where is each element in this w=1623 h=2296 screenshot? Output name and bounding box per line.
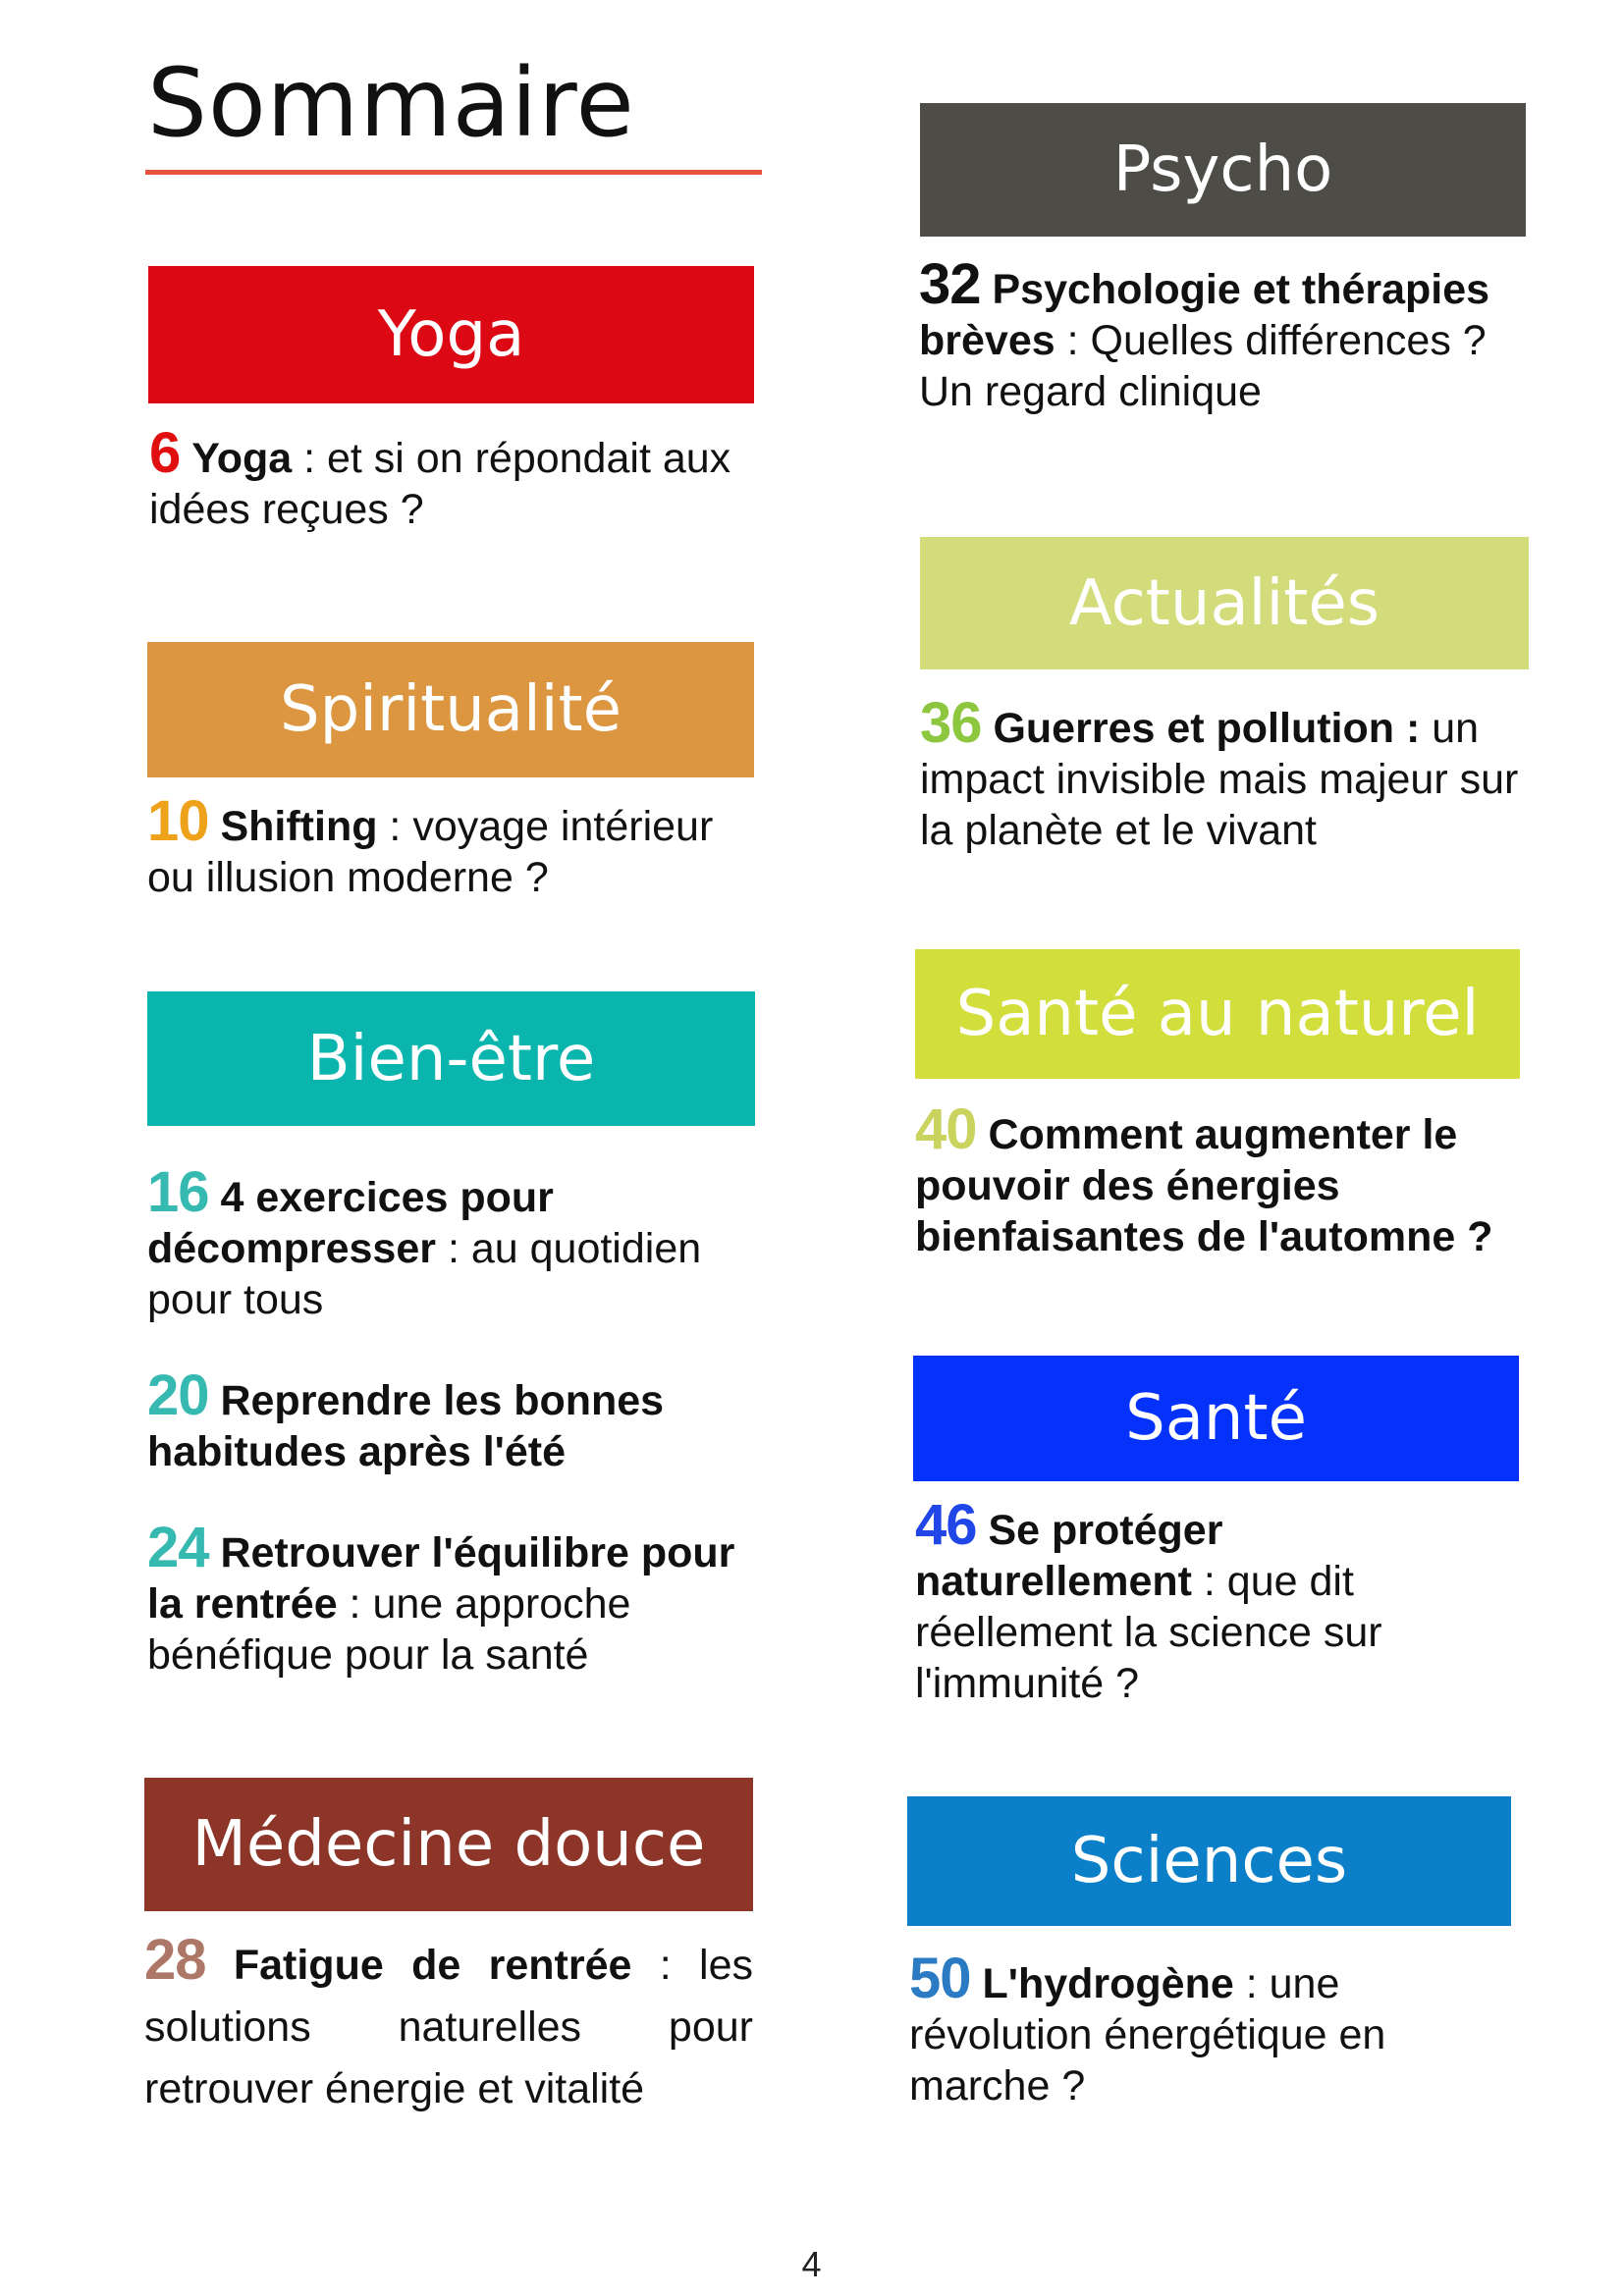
page-number-ref: 20 xyxy=(147,1363,209,1427)
toc-entry-50[interactable] xyxy=(909,1947,1459,2111)
toc-entry-28[interactable] xyxy=(144,1929,753,2120)
section-banner-yoga xyxy=(148,266,754,403)
page-number-ref: 6 xyxy=(149,421,181,485)
section-banner-actualites xyxy=(920,537,1529,669)
section-banner-psycho xyxy=(920,103,1526,237)
entry-subtitle: un impact invisible mais majeur sur la planète et le vivant xyxy=(920,705,1519,854)
toc-entry-10[interactable] xyxy=(147,789,756,903)
page-number-ref: 16 xyxy=(147,1160,209,1224)
entry-title: Se protéger naturellement xyxy=(915,1507,1223,1605)
entry-subtitle: : et si on répondait aux idées reçues ? xyxy=(149,435,731,533)
section-banner-bien-etre xyxy=(147,991,755,1126)
section-label: Psycho xyxy=(1112,133,1333,206)
title-underline xyxy=(145,170,762,175)
section-banner-sciences xyxy=(907,1796,1511,1926)
entry-title: Fatigue de rentrée xyxy=(233,1942,632,1989)
entry-subtitle: : une approche bénéfique pour la santé xyxy=(147,1580,631,1679)
toc-entry-32[interactable] xyxy=(919,252,1527,417)
entry-title: L'hydrogène xyxy=(982,1960,1234,2007)
entry-subtitle: : Quelles différences ? Un regard clinique xyxy=(919,317,1487,415)
toc-entry-20[interactable] xyxy=(147,1363,736,1477)
page-number-ref: 36 xyxy=(920,691,982,755)
section-label: Médecine douce xyxy=(191,1808,706,1881)
toc-entry-36[interactable] xyxy=(920,691,1529,856)
section-label: Spiritualité xyxy=(279,673,622,746)
section-label: Bien-être xyxy=(306,1022,596,1095)
page-number-ref: 10 xyxy=(147,789,209,853)
toc-entry-24[interactable] xyxy=(147,1516,736,1681)
section-banner-medecine-douce xyxy=(144,1778,753,1911)
entry-subtitle: : que dit réellement la science sur l'immunité ? xyxy=(915,1558,1382,1707)
section-label: Santé xyxy=(1125,1382,1307,1455)
entry-title: 4 exercices pour décompresser xyxy=(147,1174,554,1272)
page-number-ref: 24 xyxy=(147,1516,209,1579)
section-label: Santé au naturel xyxy=(955,978,1480,1050)
toc-entry-16[interactable] xyxy=(147,1160,736,1325)
toc-entry-6[interactable] xyxy=(149,421,756,535)
section-banner-spiritualite xyxy=(147,642,754,777)
entry-subtitle: : une révolution énergétique en marche ? xyxy=(909,1960,1386,2109)
entry-title: Psychologie et thérapies brèves xyxy=(919,266,1490,364)
page-number-ref: 50 xyxy=(909,1947,971,2010)
page-number-ref: 32 xyxy=(919,252,981,316)
entry-subtitle: : au quotidien pour tous xyxy=(147,1225,702,1323)
section-label: Yoga xyxy=(377,298,525,371)
toc-entry-46[interactable] xyxy=(915,1493,1465,1709)
page-title: Sommaire xyxy=(147,48,635,158)
page-number: 4 xyxy=(801,2244,822,2284)
section-label: Sciences xyxy=(1070,1825,1348,1897)
section-banner-sante-au-naturel xyxy=(915,949,1520,1079)
page-number-ref: 46 xyxy=(915,1493,977,1557)
entry-subtitle: : voyage intérieur ou illusion moderne ? xyxy=(147,803,714,901)
entry-subtitle: : les solutions naturelles pour retrouver énergie et vitalité xyxy=(144,1942,753,2112)
toc-entry-40[interactable] xyxy=(915,1097,1524,1262)
page-number-ref: 28 xyxy=(144,1928,206,1992)
entry-title: Yoga xyxy=(191,435,293,482)
entry-title: Retrouver l'équilibre pour la rentrée xyxy=(147,1529,735,1628)
entry-title: Guerres et pollution : xyxy=(993,705,1421,752)
section-banner-sante xyxy=(913,1356,1519,1481)
entry-title: Shifting xyxy=(220,803,378,850)
page-number-ref: 40 xyxy=(915,1097,977,1161)
section-label: Actualités xyxy=(1068,566,1380,640)
entry-title: Comment augmenter le pouvoir des énergies bienfaisantes de l'automne ? xyxy=(915,1111,1493,1260)
entry-title: Reprendre les bonnes habitudes après l'été xyxy=(147,1377,665,1475)
